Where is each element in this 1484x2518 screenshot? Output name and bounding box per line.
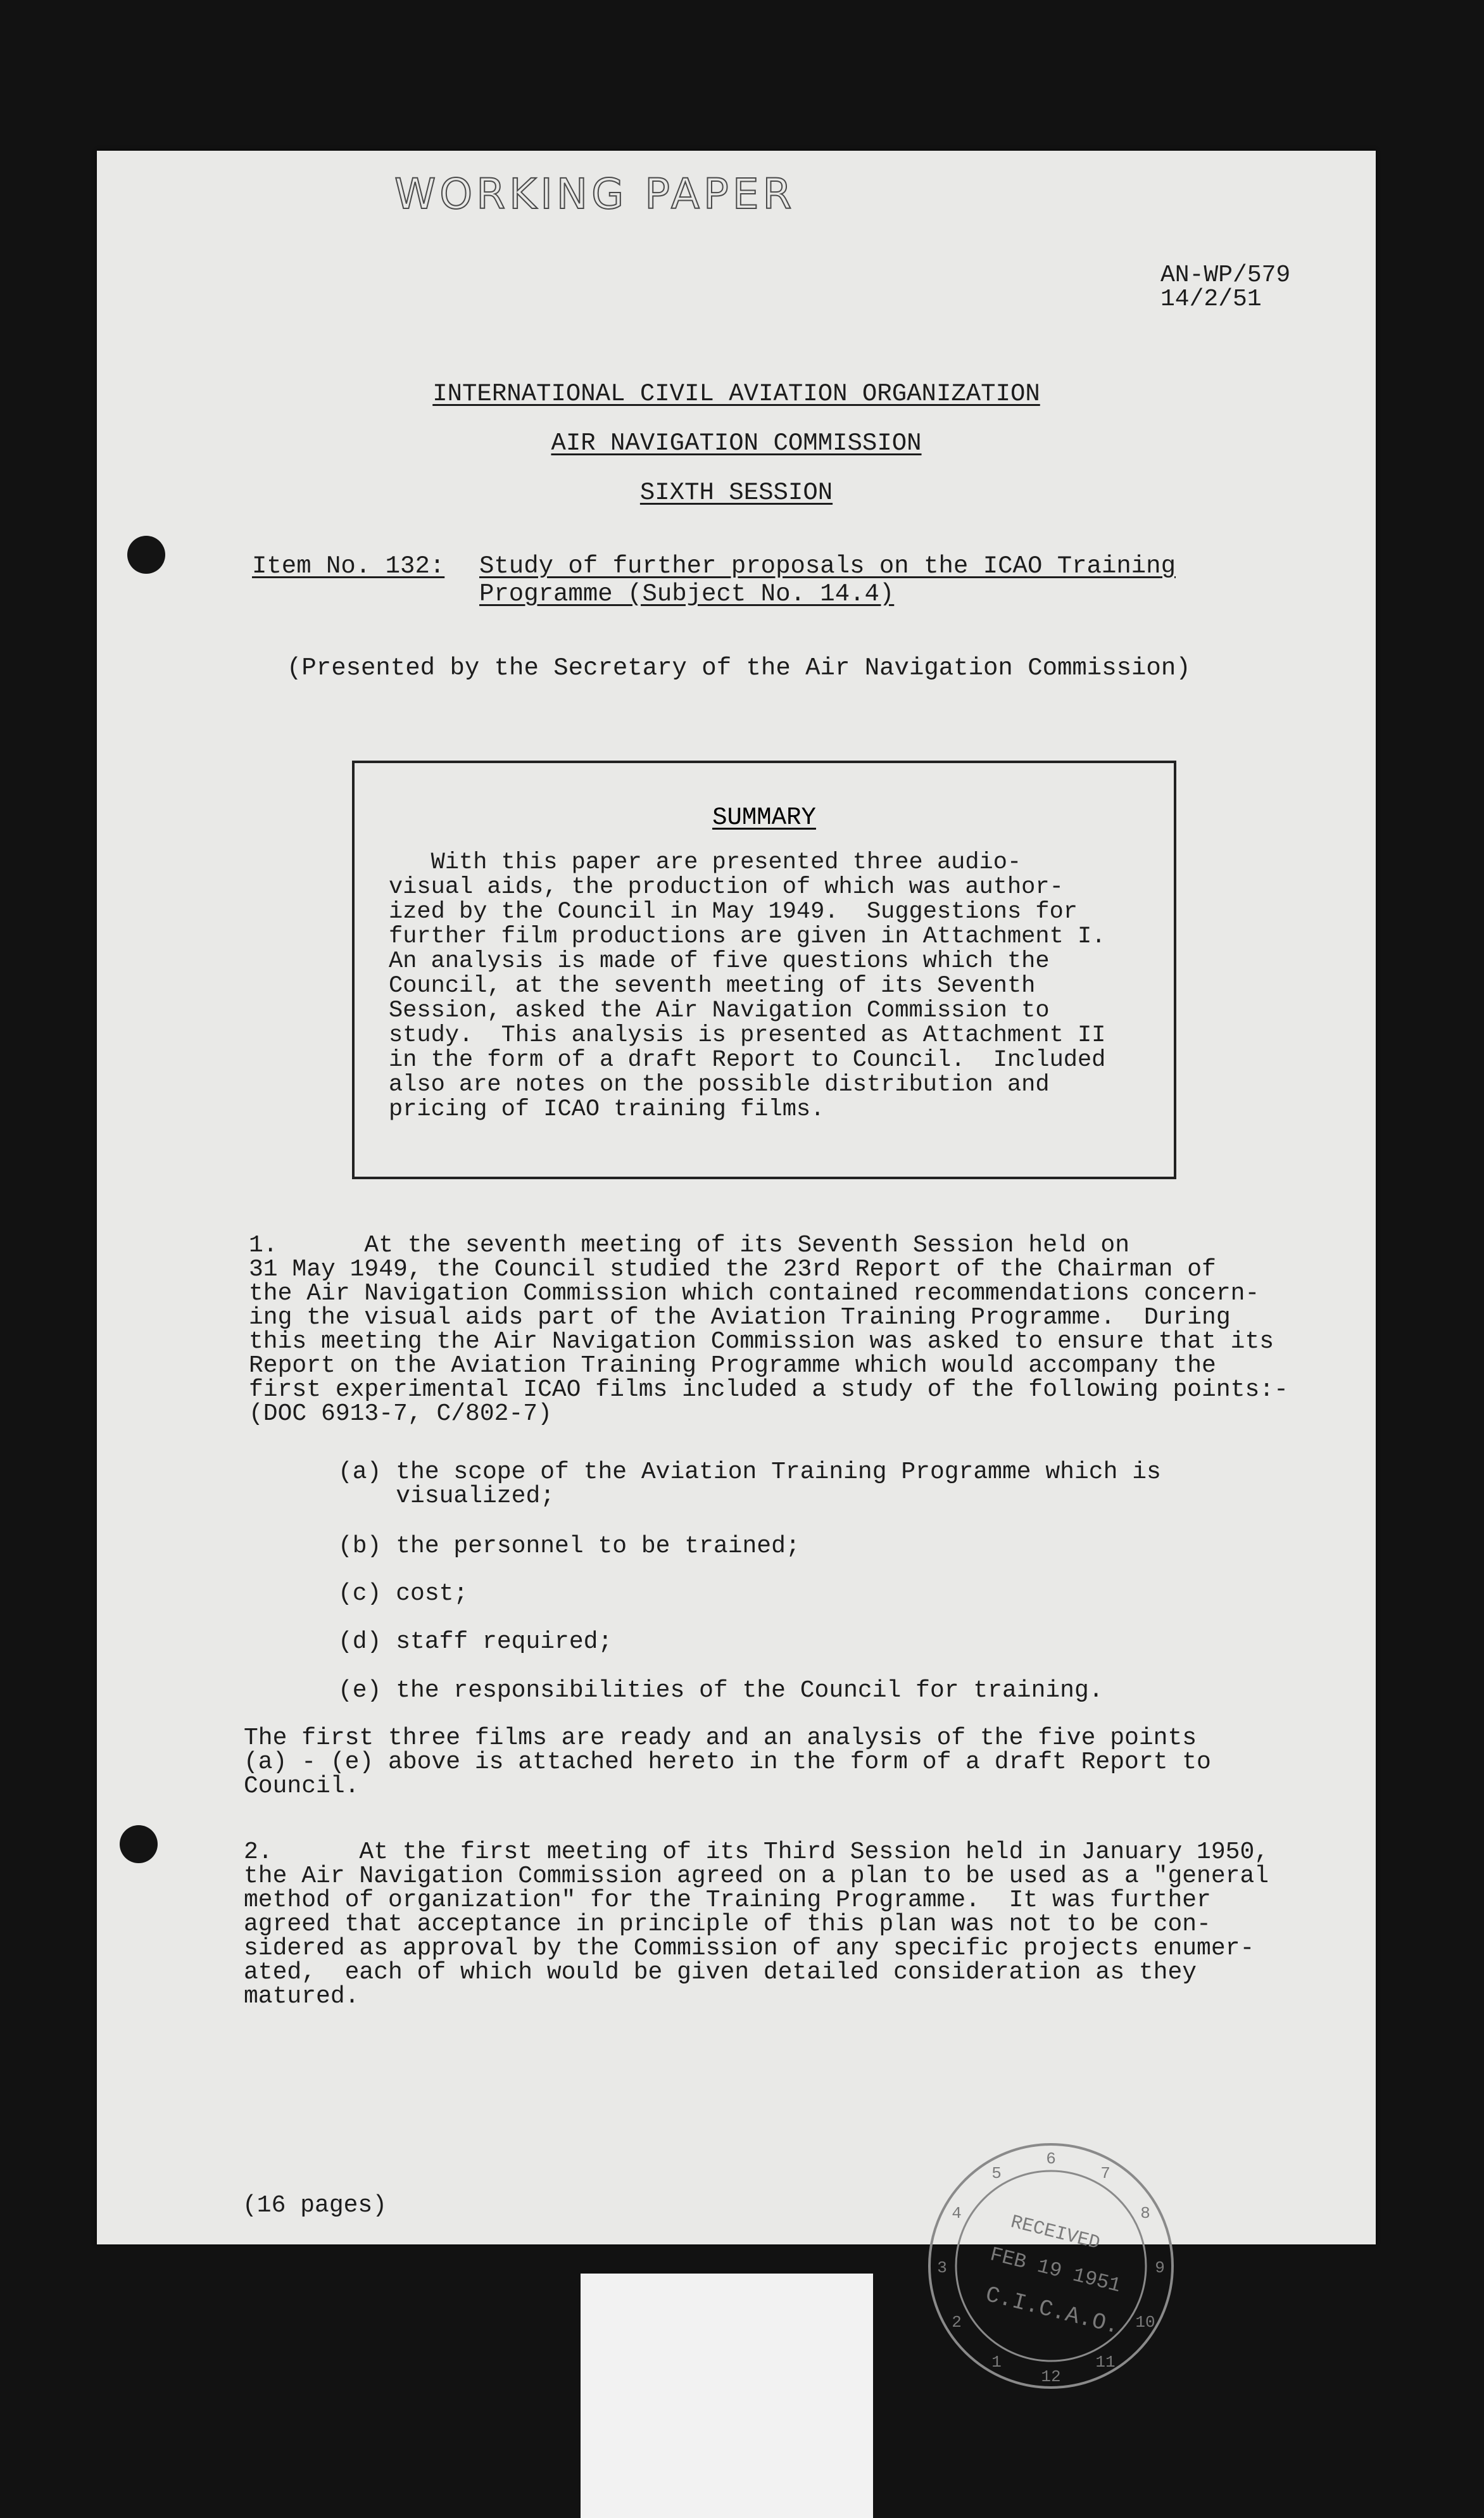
received-stamp-ring-number: 3 <box>937 2258 947 2277</box>
document-page <box>97 151 1376 2386</box>
received-stamp-ring-number: 2 <box>952 2313 962 2332</box>
received-stamp-ring-number: 12 <box>1041 2367 1061 2386</box>
item-label: Item No. 132: <box>252 552 445 580</box>
received-stamp-ring-number: 8 <box>1140 2204 1150 2223</box>
received-stamp-ring-number: 10 <box>1135 2313 1155 2332</box>
received-stamp <box>924 2139 1178 2393</box>
presented-by: (Presented by the Secretary of the Air Navigation Commission) <box>287 654 1191 682</box>
punch-hole-top <box>127 536 165 574</box>
received-stamp-ring-number: 1 <box>991 2353 1002 2372</box>
point-c: (c) cost; <box>338 1580 468 1607</box>
received-stamp-org: C.I.C.A.O. <box>983 2281 1122 2340</box>
item-subject-line-1: Study of further proposals on the ICAO Training <box>479 552 1176 580</box>
item-subject-line-2: Programme (Subject No. 14.4) <box>479 580 895 608</box>
working-paper-stamp: WORKING PAPER <box>394 170 796 218</box>
organization-title: INTERNATIONAL CIVIL AVIATION ORGANIZATION <box>432 380 1040 408</box>
reference-date: 14/2/51 <box>1160 286 1262 313</box>
session-title: SIXTH SESSION <box>639 479 833 507</box>
page-count: (16 pages) <box>242 2192 387 2219</box>
paragraph-1-closing: The first three films are ready and an analysis of the five points (a) - (e) above is attached hereto in the form of a draft Report to Council. <box>244 1724 1211 1800</box>
received-stamp-ring-number: 6 <box>1046 2149 1056 2168</box>
summary-body: With this paper are presented three audio- visual aids, the production of which was author- ized by the Council in May 1949. Suggestions for further film productions are given in Attachment I. An analysis is made of five questions which the Council, at the seventh meeting of its Seventh Session, asked the Air Navigation Commission to study. This analysis is presented as Attachment II in the form of a draft Report to Council. Included also are notes on the possible distribution and pricing of ICAO training films. <box>389 849 1106 1123</box>
received-stamp-word: RECEIVED <box>1008 2211 1102 2255</box>
reference-number: AN-WP/579 <box>1160 262 1291 289</box>
paragraph-2: 2. At the first meeting of its Third Session held in January 1950, the Air Navigation Commission agreed on a plan to be used as a "general method of organization" for the Training Programme. It was further agreed that acceptance in principle of this plan was not to be con- sidered as approval by the Commission of any specific projects enumer- ated, each of which would be given detailed consideration as they matured. <box>244 1838 1269 2010</box>
punch-hole-bottom <box>120 1825 158 1863</box>
white-slip <box>581 2274 873 2518</box>
received-stamp-ring-number: 9 <box>1155 2258 1165 2277</box>
item-subject <box>479 552 1176 608</box>
summary-heading: SUMMARY <box>712 804 816 832</box>
received-stamp-ring-number: 4 <box>952 2204 962 2223</box>
point-d: (d) staff required; <box>338 1628 613 1655</box>
received-stamp-ring-number: 7 <box>1100 2164 1110 2183</box>
commission-title: AIR NAVIGATION COMMISSION <box>551 429 922 457</box>
point-b: (b) the personnel to be trained; <box>338 1533 800 1560</box>
received-stamp-ring-number: 11 <box>1095 2353 1116 2372</box>
reference-block <box>1160 263 1290 312</box>
received-stamp-ring-number: 5 <box>991 2164 1002 2183</box>
summary-box <box>352 761 1176 1179</box>
received-stamp-date: FEB 19 1951 <box>988 2243 1124 2298</box>
point-e: (e) the responsibilities of the Council for training. <box>338 1677 1104 1704</box>
point-a: (a) the scope of the Aviation Training Programme which is visualized; <box>338 1458 1161 1510</box>
paragraph-1: 1. At the seventh meeting of its Seventh Session held on 31 May 1949, the Council studied the 23rd Report of the Chairman of the Air Navigation Commission which contained recommendations concern- ing the visual aids part of the Aviation Training Programme. During this meeting the Air Navigation Commission was asked to ensure that its Report on the Aviation Training Programme which would accompany the first experimental ICAO films included a study of the following points:- (DOC 6913-7, C/802-7) <box>249 1232 1288 1427</box>
